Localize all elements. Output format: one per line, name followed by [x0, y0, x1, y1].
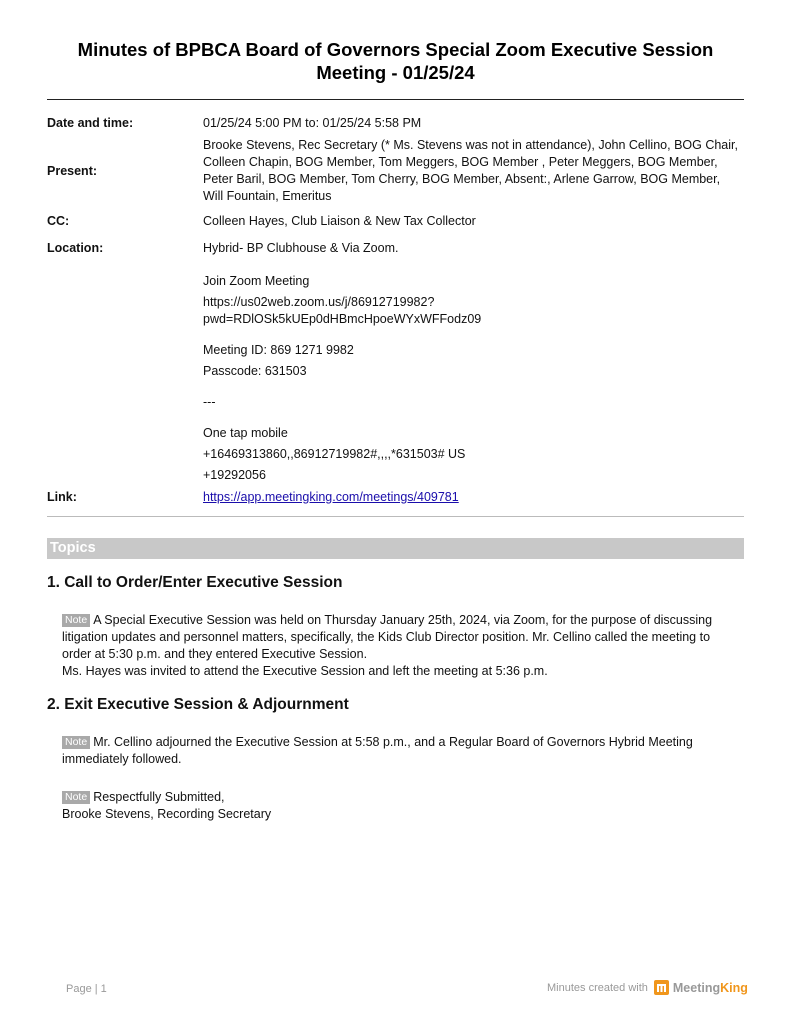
note-badge: Note — [62, 736, 90, 749]
zoom-url-line-1: https://us02web.zoom.us/j/86912719982? — [203, 295, 435, 309]
phone-line-2: +19292056 — [203, 468, 266, 482]
present-label: Present: — [47, 164, 98, 178]
meetingking-wordmark: MeetingKing — [672, 980, 748, 995]
link-value-wrap — [203, 489, 743, 506]
section-divider — [47, 516, 744, 517]
join-zoom-text: Join Zoom Meeting — [203, 274, 310, 288]
one-tap-text: One tap mobile — [203, 426, 288, 440]
cc-label: CC: — [47, 214, 70, 228]
passcode: Passcode: 631503 — [203, 364, 307, 378]
meeting-link[interactable]: https://app.meetingking.com/meetings/409781 — [203, 490, 459, 504]
topics-header: Topics — [47, 538, 744, 559]
created-with-text: Minutes created with — [547, 981, 648, 994]
note-text: Respectfully Submitted, — [93, 790, 225, 804]
note-text: Mr. Cellino adjourned the Executive Session at 5:58 p.m., and a Regular Board of Governors Hybrid Meeting immediately followed. — [62, 735, 693, 766]
location-label: Location: — [47, 241, 104, 255]
note-badge: Note — [62, 614, 90, 627]
topic-heading-1: 1. Call to Order/Enter Executive Session — [47, 574, 343, 591]
location-value — [203, 240, 743, 484]
separator-text: --- — [203, 395, 216, 409]
cc-value: Colleen Hayes, Club Liaison & New Tax Collector — [203, 214, 476, 228]
note-text: A Special Executive Session was held on Thursday January 25th, 2024, via Zoom, for the purpose of discussing litigation updates and personnel matters, specifically, the Kids Club Director position. Mr. Cellino called the meeting to order at 5:30 p.m. and they entered Executive Session. — [62, 613, 713, 661]
signature-line: Brooke Stevens, Recording Secretary — [62, 807, 272, 821]
topic-2-note — [62, 734, 742, 768]
link-label: Link: — [47, 490, 77, 504]
zoom-url-line-2: pwd=RDlOSk5kUEp0dHBmcHpoeWYxWFFodz09 — [203, 312, 482, 326]
page-title: Minutes of BPBCA Board of Governors Special Zoom Executive Session Meeting - 01/25/24 — [77, 39, 714, 83]
topic-1-notes — [62, 612, 742, 680]
topic-heading-2: 2. Exit Executive Session & Adjournment — [47, 696, 349, 713]
phone-line-1: +16469313860,,86912719982#,,,,*631503# US — [203, 447, 466, 461]
topic-1-note — [62, 612, 742, 663]
meeting-id: Meeting ID: 869 1271 9982 — [203, 343, 354, 357]
date-label: Date and time: — [47, 116, 134, 130]
topic-2-note-2 — [62, 789, 742, 806]
topic-2-notes — [62, 734, 742, 823]
present-value: Brooke Stevens, Rec Secretary (* Ms. Stevens was not in attendance), John Cellino, BOG Chair, Colleen Chapin, BOG Member, Tom Meggers, BOG Member , Peter Meggers, BOG Member, Peter Baril, BOG Member, Tom Cherry, BOG Member, Absent:, Arlene Garrow, BOG Member, Will Fountain, Emeritus — [203, 138, 738, 203]
page-number: Page | 1 — [66, 983, 107, 995]
note-badge: Note — [62, 791, 90, 804]
footer-brand — [547, 980, 748, 995]
meetingking-icon — [654, 980, 669, 995]
title-divider — [47, 99, 744, 100]
topic-1-note-continued: Ms. Hayes was invited to attend the Executive Session and left the meeting at 5:36 p.m. — [62, 664, 548, 678]
meetingking-logo — [654, 980, 748, 995]
location-line: Hybrid- BP Clubhouse & Via Zoom. — [203, 241, 399, 255]
date-value: 01/25/24 5:00 PM to: 01/25/24 5:58 PM — [203, 116, 422, 130]
